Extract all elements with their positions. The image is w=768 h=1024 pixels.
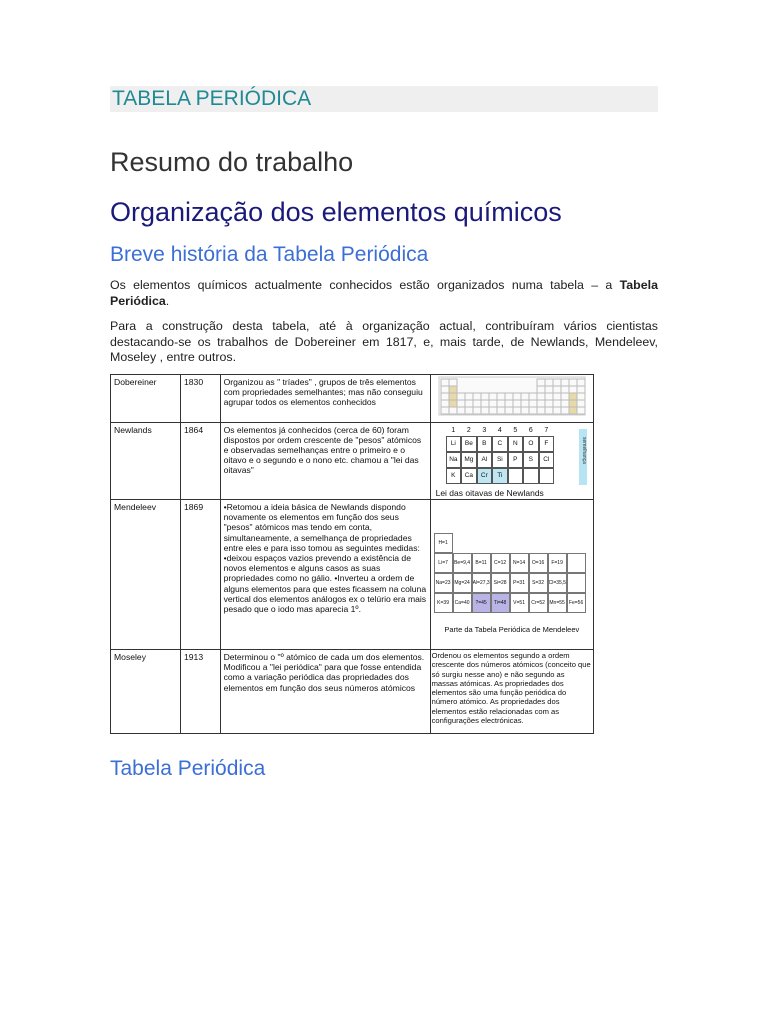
triad-cell bbox=[449, 386, 457, 393]
octave-cell: O bbox=[523, 436, 539, 452]
heading-periodic-table: Tabela Periódica bbox=[110, 756, 266, 780]
mendeleev-caption: Parte da Tabela Periódica de Mendeleev bbox=[444, 624, 580, 634]
octave-cell: Li bbox=[446, 436, 462, 452]
scientist-year: 1869 bbox=[181, 499, 221, 649]
octave-grid bbox=[446, 436, 588, 484]
mendeleev-cell: Mn=55 bbox=[548, 593, 567, 613]
dobereiner-figure bbox=[430, 374, 593, 422]
octave-number: 3 bbox=[482, 426, 487, 434]
mendeleev-cell: ?=45 bbox=[472, 593, 491, 613]
octave-cell: Cr bbox=[477, 468, 493, 484]
heading-organization: Organização dos elementos químicos bbox=[110, 197, 562, 227]
scientist-name: Mendeleev bbox=[111, 499, 181, 649]
octave-cell: Be bbox=[461, 436, 477, 452]
octave-cell: Na bbox=[446, 452, 462, 468]
triad-cell bbox=[569, 407, 577, 414]
mendeleev-cell bbox=[491, 533, 510, 553]
octave-number: 2 bbox=[466, 426, 471, 434]
scientist-description: •Retomou a ideia básica de Newlands dispondo novamente os elementos em função dos seus "pesos" atómicos mas tendo em conta, simultaneamente, a semelhança de propriedades entre eles e para isso tomou as seguintes medidas: •deixou espaços vazios prevendo a existência de novos elementos e alguns casos as suas propriedades como no gálio. •Inverteu a ordem de alguns elementos para que estes ficassem na coluna vertical dos elementos análogos ex o telúrio era mais pesado que o iodo mas aparecia 1º. bbox=[220, 499, 430, 649]
newlands-figure bbox=[430, 422, 593, 499]
octave-cell: S bbox=[523, 452, 539, 468]
triads-table-image bbox=[437, 376, 587, 416]
mendeleev-cell: C=12 bbox=[491, 553, 510, 573]
mendeleev-cell: Al=27,3 bbox=[472, 573, 491, 593]
scientist-description: Determinou o "º atómico de cada um dos elementos. Modificou a "lei periódica" para que fosse entendida como a variação periódica das propriedades dos elementos em função dos seus números atómicos bbox=[220, 649, 430, 733]
mendeleev-cell: N=14 bbox=[510, 553, 529, 573]
triad-cell bbox=[449, 400, 457, 407]
octave-cell: C bbox=[492, 436, 508, 452]
scientist-name: Moseley bbox=[111, 649, 181, 733]
mendeleev-cell: K=39 bbox=[434, 593, 453, 613]
mendeleev-cell: Fe=56 bbox=[567, 593, 586, 613]
mendeleev-cell: Mg=24 bbox=[453, 573, 472, 593]
mendeleev-cell: V=51 bbox=[510, 593, 529, 613]
mendeleev-cell: Na=23 bbox=[434, 573, 453, 593]
periodic-table-thumbnail bbox=[432, 376, 592, 416]
mendeleev-cell: Li=7 bbox=[434, 553, 453, 573]
octave-number: 7 bbox=[544, 426, 549, 434]
scientist-description: Os elementos já conhecidos (cerca de 60) foram dispostos por ordem crescente de "pesos" atómicos e observadas semelhanças entre o primeiro e o oitavo e o segundo e o nono etc. chamou a "lei das oitavas" bbox=[220, 422, 430, 499]
moseley-note: Ordenou os elementos segundo a ordem crescente dos números atómicos (conceito que só surgiu nesse ano) e não segundo as massas atómicas. As propriedades dos elementos são uma função periódica do número atómico. As propriedades dos elementos estão relacionadas com as configurações electrónicas. bbox=[430, 649, 593, 733]
octave-cell bbox=[508, 468, 524, 484]
mendeleev-cell: Ca=40 bbox=[453, 593, 472, 613]
octave-cell: P bbox=[508, 452, 524, 468]
octave-number: 1 bbox=[451, 426, 456, 434]
octaves-table bbox=[432, 424, 592, 498]
triad-cell bbox=[569, 393, 577, 400]
mendeleev-cell bbox=[472, 533, 491, 553]
table-row bbox=[111, 422, 594, 499]
paragraph-intro-end: . bbox=[165, 293, 170, 308]
octave-cell bbox=[539, 468, 555, 484]
heading-history: Breve história da Tabela Periódica bbox=[110, 243, 429, 266]
octave-number: 4 bbox=[497, 426, 502, 434]
octave-cell: Si bbox=[492, 452, 508, 468]
octave-numbers bbox=[446, 426, 588, 436]
paragraph-intro bbox=[110, 278, 658, 309]
octave-cell bbox=[523, 468, 539, 484]
mendeleev-cell: Si=28 bbox=[491, 573, 510, 593]
mendeleev-cell bbox=[548, 533, 567, 553]
octave-cell: Ti bbox=[492, 468, 508, 484]
triad-cell bbox=[569, 400, 577, 407]
octave-cell: Cl bbox=[539, 452, 555, 468]
mendeleev-grid bbox=[434, 533, 592, 613]
document-page bbox=[110, 86, 658, 782]
scientist-name: Newlands bbox=[111, 422, 181, 499]
mendeleev-cell: Cr=52 bbox=[529, 593, 548, 613]
octave-cell: Al bbox=[477, 452, 493, 468]
mendeleev-cell: Ti=48 bbox=[491, 593, 510, 613]
mendeleev-figure bbox=[430, 499, 593, 649]
octaves-caption: Lei das oitavas de Newlands bbox=[435, 487, 544, 498]
table-row bbox=[111, 374, 594, 422]
table-row bbox=[111, 499, 594, 649]
mendeleev-cell bbox=[567, 573, 586, 593]
table-row bbox=[111, 649, 594, 733]
scientist-year: 1830 bbox=[181, 374, 221, 422]
octave-cell: N bbox=[508, 436, 524, 452]
mendeleev-cell: S=32 bbox=[529, 573, 548, 593]
history-table bbox=[110, 374, 594, 734]
paragraph-scientists: Para a construção desta tabela, até à organização actual, contribuíram vários cientistas destacando-se os trabalhos de Dobereiner em 1817, e, mais tarde, de Newlands, Mendeleev, Moseley , entre outros. bbox=[110, 319, 658, 364]
scientist-year: 1913 bbox=[181, 649, 221, 733]
mendeleev-cell: Cl=35,5 bbox=[548, 573, 567, 593]
mendeleev-cell bbox=[510, 533, 529, 553]
mendeleev-cell: Be=9,4 bbox=[453, 553, 472, 573]
octave-cell: Mg bbox=[461, 452, 477, 468]
mendeleev-cell: F=19 bbox=[548, 553, 567, 573]
scientist-description: Organizou as " tríades" , grupos de três elementos com propriedades semelhantes; mas não conseguiu agrupar todos os elementos conhecidos bbox=[220, 374, 430, 422]
octave-cell: K bbox=[446, 468, 462, 484]
arrow-label: semelhança bbox=[581, 436, 587, 464]
mendeleev-cell bbox=[567, 533, 586, 553]
mendeleev-cell: O=16 bbox=[529, 553, 548, 573]
mendeleev-cell: P=31 bbox=[510, 573, 529, 593]
mendeleev-cell bbox=[567, 553, 586, 573]
mendeleev-cell: B=11 bbox=[472, 553, 491, 573]
octave-cell: F bbox=[539, 436, 555, 452]
triad-cell bbox=[449, 393, 457, 400]
octave-number: 5 bbox=[513, 426, 518, 434]
scientist-name: Dobereiner bbox=[111, 374, 181, 422]
octave-cell: Ca bbox=[461, 468, 477, 484]
paragraph-intro-bold: Tabela Periódica bbox=[110, 278, 658, 308]
mendeleev-cell: H=1 bbox=[434, 533, 453, 553]
mendeleev-cell bbox=[453, 533, 472, 553]
octave-number: 6 bbox=[528, 426, 533, 434]
scientist-year: 1864 bbox=[181, 422, 221, 499]
paragraph-intro-text: Os elementos químicos actualmente conhecidos estão organizados numa tabela – a bbox=[110, 278, 613, 292]
octave-cell: B bbox=[477, 436, 493, 452]
mendeleev-cell bbox=[529, 533, 548, 553]
document-title: TABELA PERIÓDICA bbox=[110, 86, 658, 112]
heading-summary: Resumo do trabalho bbox=[110, 147, 354, 177]
